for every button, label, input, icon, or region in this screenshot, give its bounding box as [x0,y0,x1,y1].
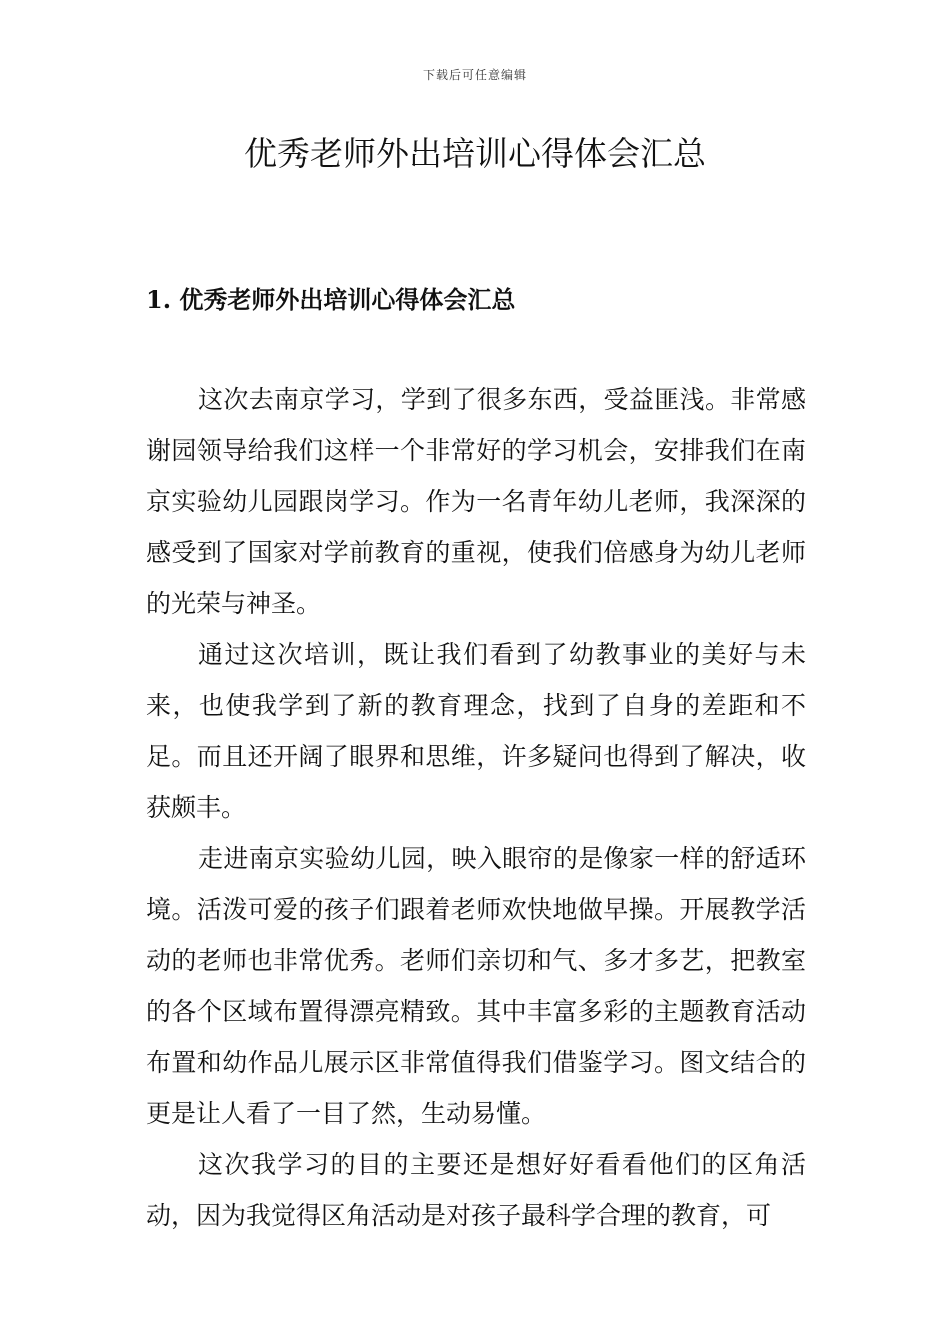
paragraph: 这次我学习的目的主要还是想好好看看他们的区角活动，因为我觉得区角活动是对孩子最科学合理的教育，可 [146,1150,806,1230]
body-text [146,374,806,1241]
paragraph: 通过这次培训，既让我们看到了幼教事业的美好与未来，也使我学到了新的教育理念，找到了自身的差距和不足。而且还开阔了眼界和思维，许多疑问也得到了解决，收获颇丰。 [146,640,806,822]
section-heading: 1. 优秀老师外出培训心得体会汇总 [146,285,516,314]
paragraph: 这次去南京学习，学到了很多东西，受益匪浅。非常感谢园领导给我们这样一个非常好的学习机会，安排我们在南京实验幼儿园跟岗学习。作为一名青年幼儿老师，我深深的感受到了国家对学前教育的重视，使我们倍感身为幼儿老师的光荣与神圣。 [146,385,806,618]
paragraph: 走进南京实验幼儿园，映入眼帘的是像家一样的舒适环境。活泼可爱的孩子们跟着老师欢快地做早操。开展教学活动的老师也非常优秀。老师们亲切和气、多才多艺，把教室的各个区域布置得漂亮精致。其中丰富多彩的主题教育活动布置和幼作品儿展示区非常值得我们借鉴学习。图文结合的更是让人看了一目了然，生动易懂。 [146,844,806,1128]
header-note: 下载后可任意编辑 [422,68,527,82]
page-title: 优秀老师外出培训心得体会汇总 [244,134,706,173]
